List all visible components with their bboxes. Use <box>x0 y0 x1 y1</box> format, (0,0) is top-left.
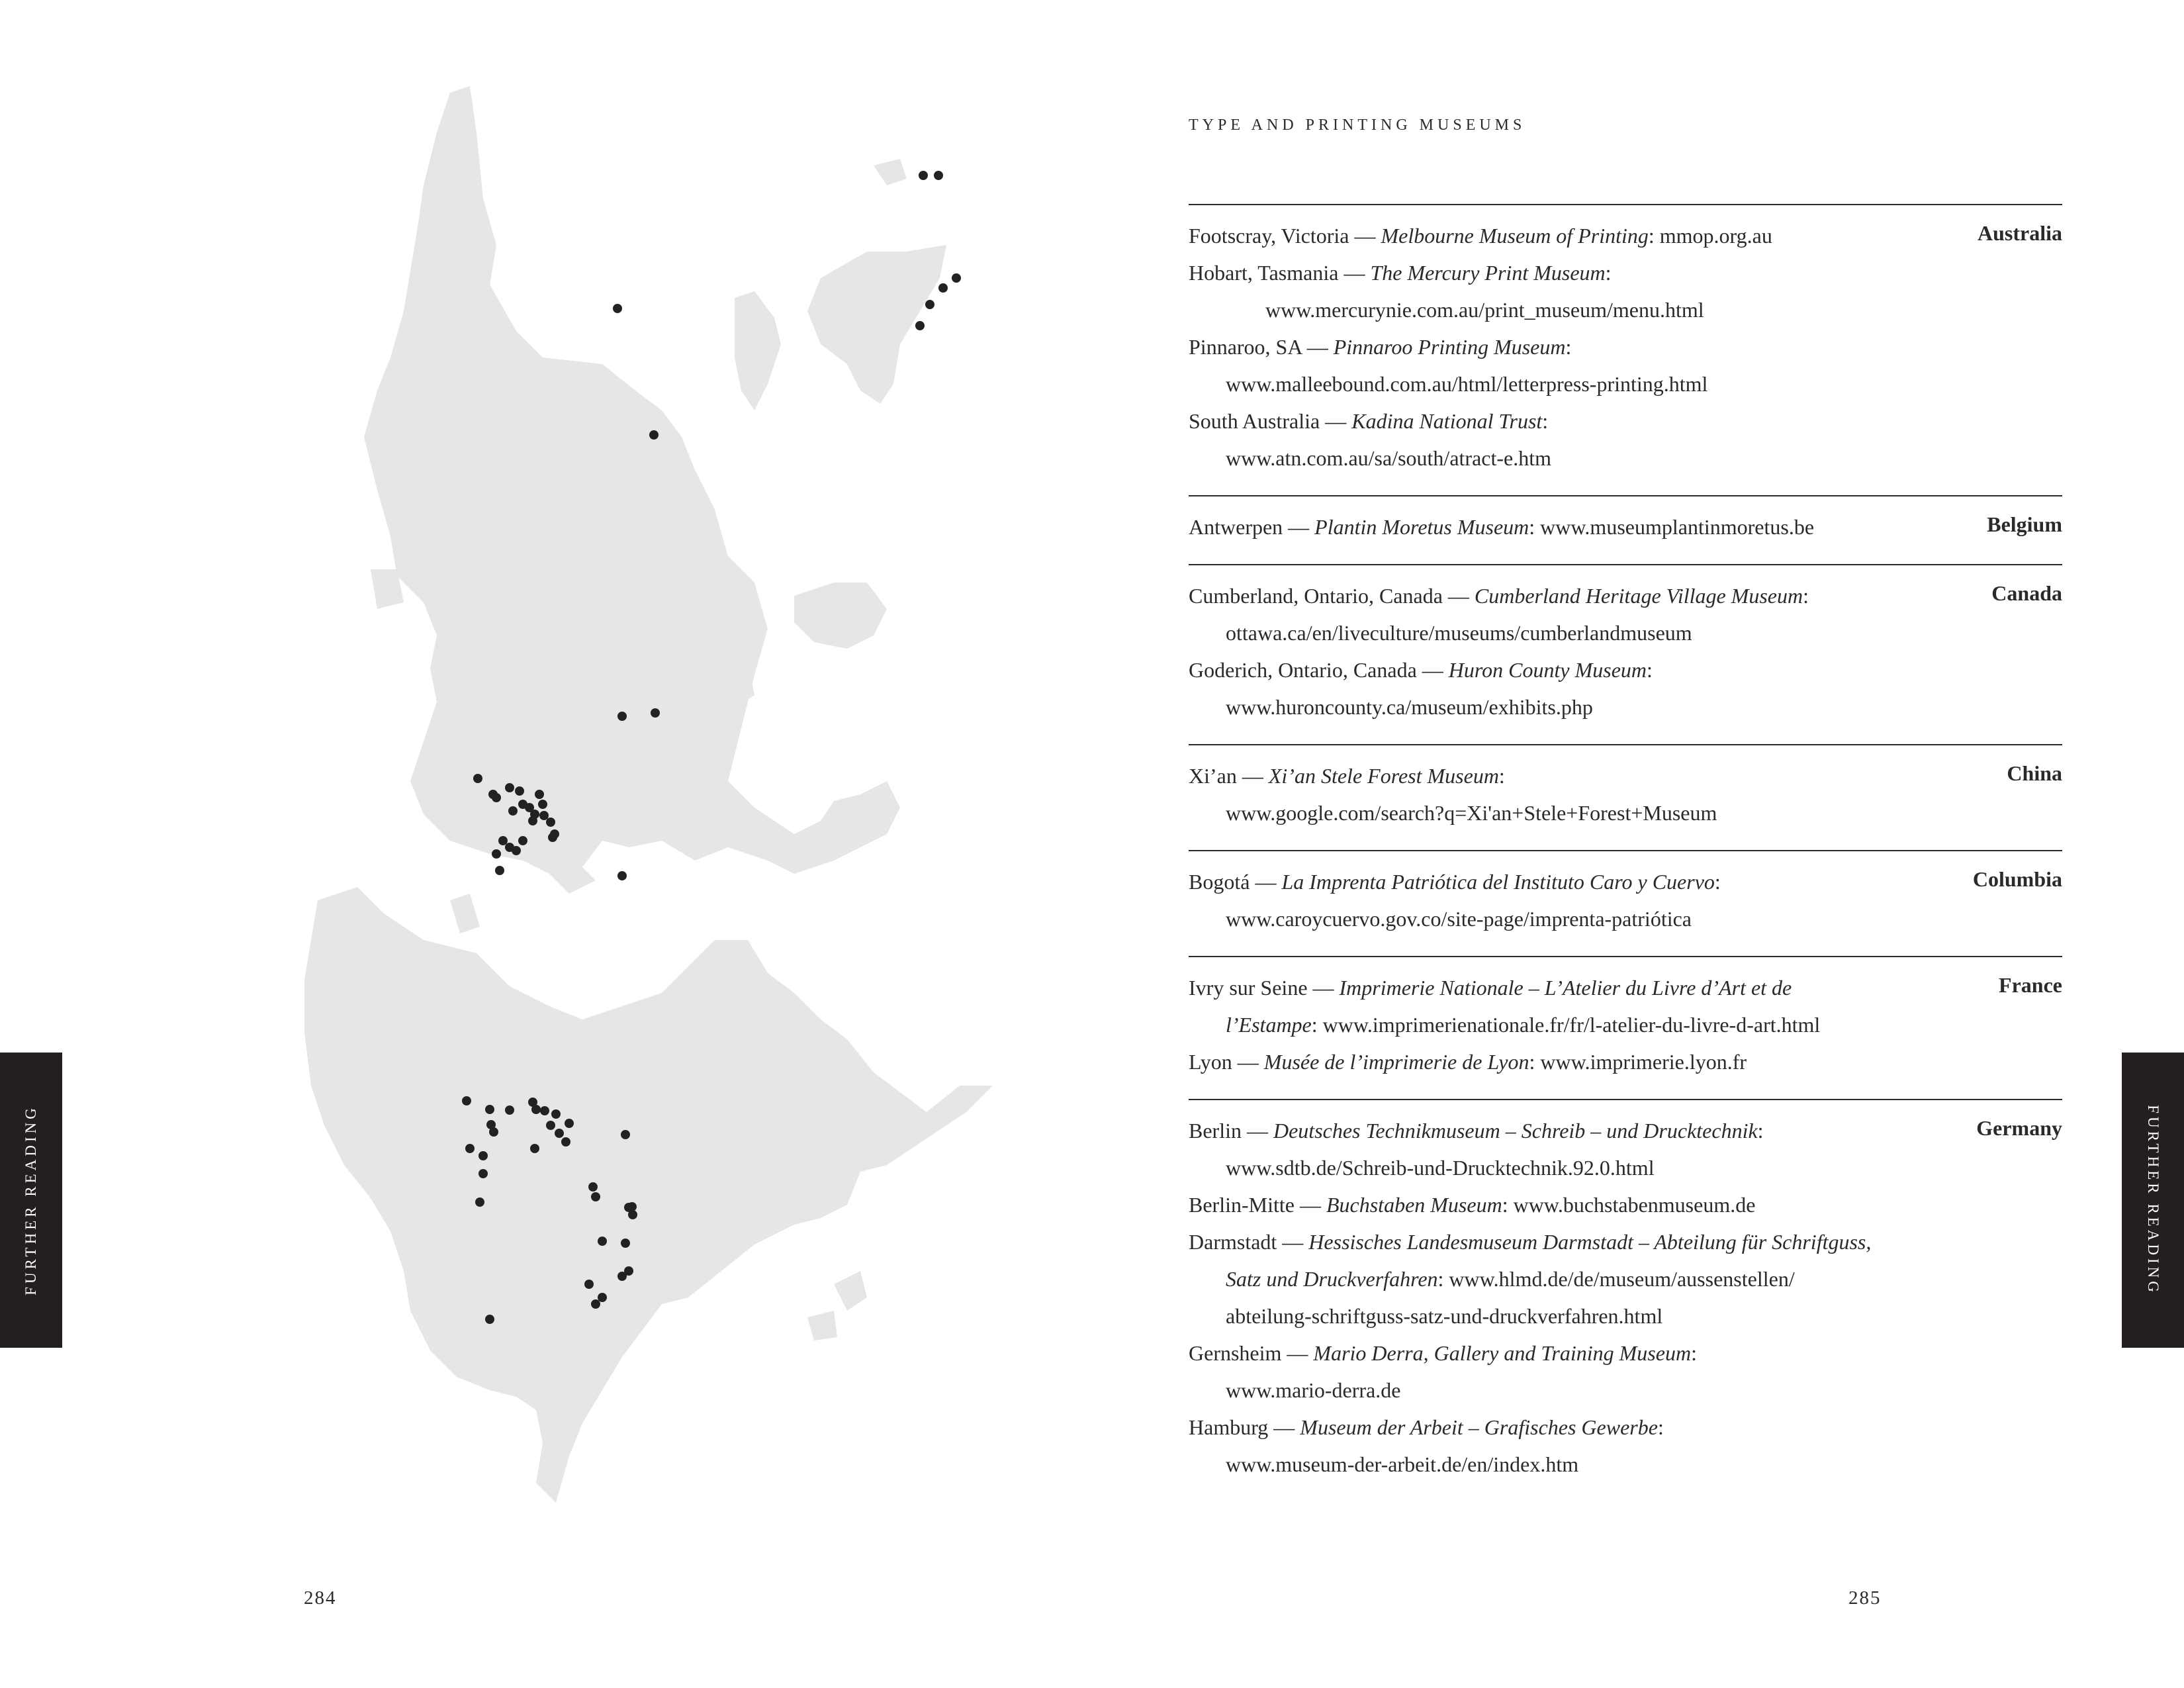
location-dot-icon <box>952 273 961 283</box>
entry-text: Goderich, Ontario, Canada — <box>1189 658 1449 682</box>
location-dot-icon <box>934 171 943 180</box>
entry-text: South Australia — <box>1189 409 1352 433</box>
entry-text: : www.museumplantinmoretus.be <box>1529 515 1815 539</box>
museum-entry <box>1189 863 1936 937</box>
museum-entry <box>1189 651 1936 726</box>
location-dot-icon <box>492 793 501 802</box>
location-dot-icon <box>518 836 527 845</box>
entry-text: Pinnaroo, SA — <box>1189 335 1334 359</box>
land-strip <box>735 291 781 410</box>
museum-name: Hessisches Landesmuseum Darmstadt – Abteilung für Schriftguss, <box>1308 1230 1872 1254</box>
country-section <box>1189 1099 2062 1501</box>
map-land <box>304 86 993 1503</box>
entry-line <box>1189 402 1936 440</box>
entry-text: www.malleebound.com.au/html/letterpress-printing.html <box>1226 372 1708 396</box>
side-tab-right <box>2122 1053 2184 1348</box>
location-dot-icon <box>512 846 521 855</box>
museum-entry <box>1189 328 1936 402</box>
entry-text: abteilung-schriftguss-satz-und-druckverfahren.html <box>1226 1304 1663 1328</box>
museum-entry <box>1189 402 1936 477</box>
entry-text: www.mercurynie.com.au/print_museum/menu.html <box>1265 298 1704 322</box>
location-dot-icon <box>492 849 501 859</box>
museum-name: Plantin Moretus Museum <box>1314 515 1529 539</box>
location-dot-icon <box>628 1210 637 1219</box>
land-upper-right <box>807 245 946 404</box>
location-dot-icon <box>550 829 559 839</box>
location-dot-icon <box>551 1109 561 1119</box>
location-dot-icon <box>495 866 504 875</box>
location-dot-icon <box>598 1293 607 1302</box>
museum-name: Melbourne Museum of Printing <box>1381 224 1649 248</box>
museum-entry <box>1189 508 1936 545</box>
entry-line <box>1189 757 1936 794</box>
land-island <box>834 1271 867 1311</box>
location-dot-icon <box>462 1096 471 1105</box>
museum-name: Deutsches Technikmuseum – Schreib – und Drucktechnik <box>1273 1119 1758 1143</box>
entry-text: : <box>1498 764 1505 788</box>
location-dot-icon <box>531 1105 541 1114</box>
location-dot-icon <box>919 171 928 180</box>
location-dot-icon <box>925 300 934 309</box>
location-dot-icon <box>465 1144 475 1153</box>
museum-name: Cumberland Heritage Village Museum <box>1474 584 1803 608</box>
entry-line <box>1189 1297 1936 1335</box>
land-island <box>874 159 907 185</box>
entry-text: : <box>1542 409 1549 433</box>
entry-text: : <box>1657 1415 1664 1439</box>
entry-text: Gernsheim — <box>1189 1341 1314 1365</box>
location-dot-icon <box>539 811 549 820</box>
country-name: Canada <box>1991 581 2062 605</box>
location-dot-icon <box>528 816 537 825</box>
location-dot-icon <box>535 790 544 799</box>
entry-text: : www.hlmd.de/de/museum/aussenstellen/ <box>1437 1267 1795 1291</box>
country-name: Australia <box>1978 221 2062 245</box>
location-dot-icon <box>555 1129 564 1138</box>
land-upper <box>364 86 900 894</box>
entry-text: www.huroncounty.ca/museum/exhibits.php <box>1226 695 1593 719</box>
side-tab-left <box>0 1053 62 1348</box>
location-dot-icon <box>505 783 514 792</box>
location-dot-icon <box>505 1105 514 1115</box>
location-dot-icon <box>621 1239 630 1248</box>
entry-text: Darmstadt — <box>1189 1230 1309 1254</box>
entry-line <box>1189 440 1936 477</box>
entry-text: : <box>1803 584 1809 608</box>
museum-name: The Mercury Print Museum <box>1370 261 1606 285</box>
museum-entry <box>1189 577 1936 651</box>
location-dot-icon <box>485 1105 494 1114</box>
museum-entry <box>1189 969 1936 1043</box>
museum-name: La Imprenta Patriótica del Instituto Caro y Cuervo <box>1281 870 1715 894</box>
entry-text: Ivry sur Seine — <box>1189 976 1340 1000</box>
museum-entry <box>1189 254 1936 328</box>
location-dot-icon <box>651 708 660 718</box>
location-dot-icon <box>621 1130 630 1139</box>
museum-name: Xi’an Stele Forest Museum <box>1268 764 1499 788</box>
entry-line <box>1189 1112 1936 1149</box>
entry-text: Lyon — <box>1189 1050 1264 1074</box>
land-island <box>807 1311 837 1340</box>
entry-text: : <box>1714 870 1721 894</box>
entry-line <box>1189 1260 1936 1297</box>
country-name: Belgium <box>1987 512 2062 536</box>
location-dot-icon <box>498 836 508 845</box>
museum-entry <box>1189 1112 1936 1186</box>
section-title: TYPE AND PRINTING MUSEUMS <box>1189 117 1526 134</box>
entry-line <box>1189 328 1936 365</box>
museum-name: Mario Derra, Gallery and Training Museum <box>1313 1341 1692 1365</box>
location-dot-icon <box>478 1169 488 1178</box>
entry-text: Hamburg — <box>1189 1415 1300 1439</box>
entry-text: : <box>1565 335 1572 359</box>
country-section <box>1189 564 2062 744</box>
entry-line <box>1189 217 1936 254</box>
location-dot-icon <box>565 1119 574 1128</box>
entry-text: www.atn.com.au/sa/south/atract-e.htm <box>1226 446 1551 470</box>
location-dot-icon <box>627 1202 637 1211</box>
location-dot-icon <box>561 1137 570 1147</box>
museum-entry <box>1189 1043 1936 1080</box>
entry-line <box>1189 291 1936 328</box>
location-dot-icon <box>538 800 547 809</box>
entry-text: Cumberland, Ontario, Canada — <box>1189 584 1475 608</box>
location-dot-icon <box>613 304 622 313</box>
entry-line <box>1189 254 1936 291</box>
entry-text: www.sdtb.de/Schreib-und-Drucktechnik.92.0.html <box>1226 1156 1655 1180</box>
museum-name: Pinnaroo Printing Museum <box>1333 335 1566 359</box>
location-dot-icon <box>591 1192 600 1201</box>
entry-text: : <box>1647 658 1653 682</box>
entry-line <box>1189 577 1936 614</box>
side-tab-right-label: FURTHER READING <box>2145 1105 2161 1295</box>
entry-text: : <box>1757 1119 1764 1143</box>
entry-line <box>1189 1186 1936 1223</box>
country-section <box>1189 495 2062 564</box>
country-section <box>1189 744 2062 850</box>
museum-name: Musée de l’imprimerie de Lyon <box>1263 1050 1529 1074</box>
location-dot-icon <box>546 818 555 827</box>
location-dot-icon <box>473 774 482 783</box>
location-dot-icon <box>617 1272 627 1281</box>
entry-text: : mmop.org.au <box>1648 224 1772 248</box>
entry-line <box>1189 651 1936 688</box>
museum-entry <box>1189 1223 1936 1335</box>
museum-entry <box>1189 1335 1936 1409</box>
entry-text: Bogotá — <box>1189 870 1282 894</box>
location-dot-icon <box>591 1299 600 1309</box>
entry-text: : <box>1691 1341 1697 1365</box>
entry-text: Hobart, Tasmania — <box>1189 261 1371 285</box>
entry-text: Footscray, Victoria — <box>1189 224 1381 248</box>
entry-line <box>1189 614 1936 651</box>
museum-list <box>1189 204 2062 1501</box>
entry-line <box>1189 1372 1936 1409</box>
entry-text: www.museum-der-arbeit.de/en/index.htm <box>1226 1452 1579 1476</box>
entry-text: ottawa.ca/en/liveculture/museums/cumberlandmuseum <box>1226 621 1692 645</box>
entry-line <box>1189 969 1936 1006</box>
museum-entry <box>1189 1186 1936 1223</box>
entry-line <box>1189 1335 1936 1372</box>
country-section <box>1189 204 2062 495</box>
entry-line <box>1189 1409 1936 1446</box>
country-name: France <box>1999 973 2062 997</box>
location-dot-icon <box>540 1106 549 1115</box>
location-dot-icon <box>617 712 627 721</box>
entry-text: Berlin-Mitte — <box>1189 1193 1326 1217</box>
museum-entry <box>1189 757 1936 831</box>
entry-line <box>1189 1006 1936 1043</box>
location-dot-icon <box>915 321 925 330</box>
entry-line <box>1189 365 1936 402</box>
entry-line <box>1189 1446 1936 1483</box>
entry-text: : www.buchstabenmuseum.de <box>1502 1193 1756 1217</box>
location-dot-icon <box>530 1144 539 1153</box>
location-dot-icon <box>478 1151 488 1160</box>
location-dot-icon <box>508 806 518 816</box>
location-dot-icon <box>584 1280 594 1289</box>
country-name: Columbia <box>1972 867 2062 891</box>
museum-name: Museum der Arbeit – Grafisches Gewerbe <box>1300 1415 1658 1439</box>
entry-line <box>1189 688 1936 726</box>
location-dot-icon <box>649 430 659 440</box>
country-section <box>1189 956 2062 1099</box>
entry-text: Xi’an — <box>1189 764 1269 788</box>
museum-name: Satz und Druckverfahren <box>1226 1267 1438 1291</box>
entry-line <box>1189 1223 1936 1260</box>
location-dot-icon <box>515 786 524 796</box>
museum-name: Buchstaben Museum <box>1326 1193 1502 1217</box>
location-dot-icon <box>546 1121 555 1130</box>
world-map <box>291 79 1019 1516</box>
entry-text: www.google.com/search?q=Xi'an+Stele+Forest+Museum <box>1226 801 1717 825</box>
country-section <box>1189 850 2062 956</box>
entry-line <box>1189 900 1936 937</box>
side-tab-left-label: FURTHER READING <box>23 1105 39 1295</box>
museum-entry <box>1189 1409 1936 1483</box>
location-dot-icon <box>588 1182 598 1192</box>
land-mid-right <box>794 583 887 649</box>
entry-text: : www.imprimerienationale.fr/fr/l-atelier-du-livre-d-art.html <box>1311 1013 1821 1037</box>
location-dot-icon <box>617 871 627 880</box>
country-name: China <box>2007 761 2062 785</box>
location-dot-icon <box>938 283 948 293</box>
museum-name: Huron County Museum <box>1448 658 1647 682</box>
entry-line <box>1189 1043 1936 1080</box>
entry-line <box>1189 863 1936 900</box>
museum-name: l’Estampe <box>1226 1013 1312 1037</box>
entry-text: : www.imprimerie.lyon.fr <box>1529 1050 1747 1074</box>
country-name: Germany <box>1976 1116 2062 1140</box>
page-number-left: 284 <box>304 1587 337 1609</box>
land-island <box>450 894 480 933</box>
entry-text: www.mario-derra.de <box>1226 1378 1401 1402</box>
entry-line <box>1189 1149 1936 1186</box>
location-dot-icon <box>489 1127 498 1137</box>
entry-text: www.caroycuervo.gov.co/site-page/imprenta-patriótica <box>1226 907 1692 931</box>
location-dot-icon <box>598 1237 607 1246</box>
museum-entry <box>1189 217 1936 254</box>
page-number-right: 285 <box>1848 1587 1882 1609</box>
entry-line <box>1189 508 1936 545</box>
museum-name: Imprimerie Nationale – L’Atelier du Livre d’Art et de <box>1339 976 1792 1000</box>
location-dot-icon <box>485 1315 494 1324</box>
location-dot-icon <box>475 1197 484 1207</box>
museum-name: Kadina National Trust <box>1351 409 1543 433</box>
entry-text: Berlin — <box>1189 1119 1273 1143</box>
entry-line <box>1189 794 1936 831</box>
entry-text: : <box>1605 261 1612 285</box>
entry-text: Antwerpen — <box>1189 515 1315 539</box>
